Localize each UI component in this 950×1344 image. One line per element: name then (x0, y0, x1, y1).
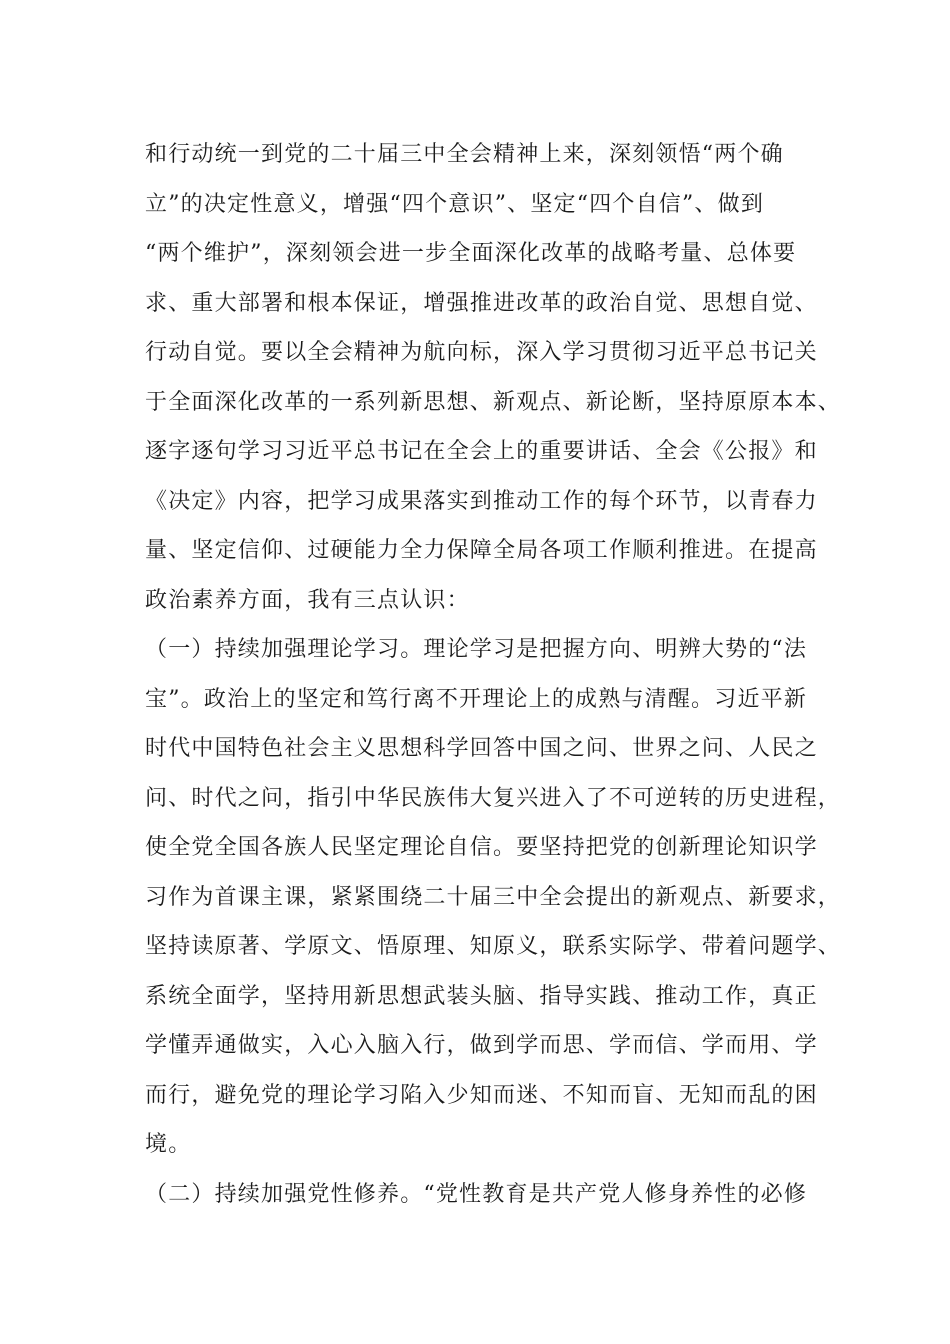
text-line: 求、重大部署和根本保证，增强推进改革的政治自觉、思想自觉、 (145, 290, 818, 316)
section-heading-line: （一）持续加强理论学习。理论学习是把握方向、明辨大势的“法 (145, 637, 808, 662)
text-line: 习作为首课主课，紧紧围绕二十届三中全会提出的新观点、新要求， (145, 884, 842, 910)
section-heading-line: （二）持续加强党性修养。“党性教育是共产党人修身养性的必修 (145, 1181, 808, 1207)
text-line: “两个维护”，深刻领会进一步全面深化改革的战略考量、总体要 (145, 241, 797, 266)
text-line: 而行，避免党的理论学习陷入少知而迷、不知而盲、无知而乱的困 (145, 1082, 818, 1108)
text-line: 时代中国特色社会主义思想科学回答中国之问、世界之问、人民之 (145, 736, 818, 761)
text-line: 《决定》内容，把学习成果落实到推动工作的每个环节，以青春力 (145, 488, 818, 514)
text-line: 量、坚定信仰、过硬能力全力保障全局各项工作顺利推进。在提高 (145, 538, 818, 563)
text-line: 和行动统一到党的二十届三中全会精神上来，深刻领悟“两个确 (145, 142, 784, 167)
text-line: 系统全面学，坚持用新思想武装头脑、指导实践、推动工作，真正 (145, 983, 818, 1009)
body-text (145, 130, 842, 1219)
text-line: 坚持读原著、学原文、悟原理、知原义，联系实际学、带着问题学、 (145, 934, 842, 959)
text-line: 境。 (145, 1132, 192, 1157)
text-line: 逐字逐句学习习近平总书记在全会上的重要讲话、全会《公报》和 (145, 439, 818, 464)
text-line: 立”的决定性意义，增强“四个意识”、坚定“四个自信”、做到 (145, 191, 765, 217)
text-line: 使全党全国各族人民坚定理论自信。要坚持把党的创新理论知识学 (145, 835, 818, 860)
text-line: 行动自觉。要以全会精神为航向标，深入学习贯彻习近平总书记关 (145, 340, 818, 365)
text-line: 于全面深化改革的一系列新思想、新观点、新论断，坚持原原本本、 (145, 389, 842, 415)
text-line: 宝”。政治上的坚定和笃行离不开理论上的成熟与清醒。习近平新 (145, 686, 808, 712)
text-line: 政治素养方面，我有三点认识： (145, 587, 470, 613)
text-line: 问、时代之问，指引中华民族伟大复兴进入了不可逆转的历史进程， (145, 785, 842, 811)
text-line: 学懂弄通做实，入心入脑入行，做到学而思、学而信、学而用、学 (145, 1033, 818, 1058)
